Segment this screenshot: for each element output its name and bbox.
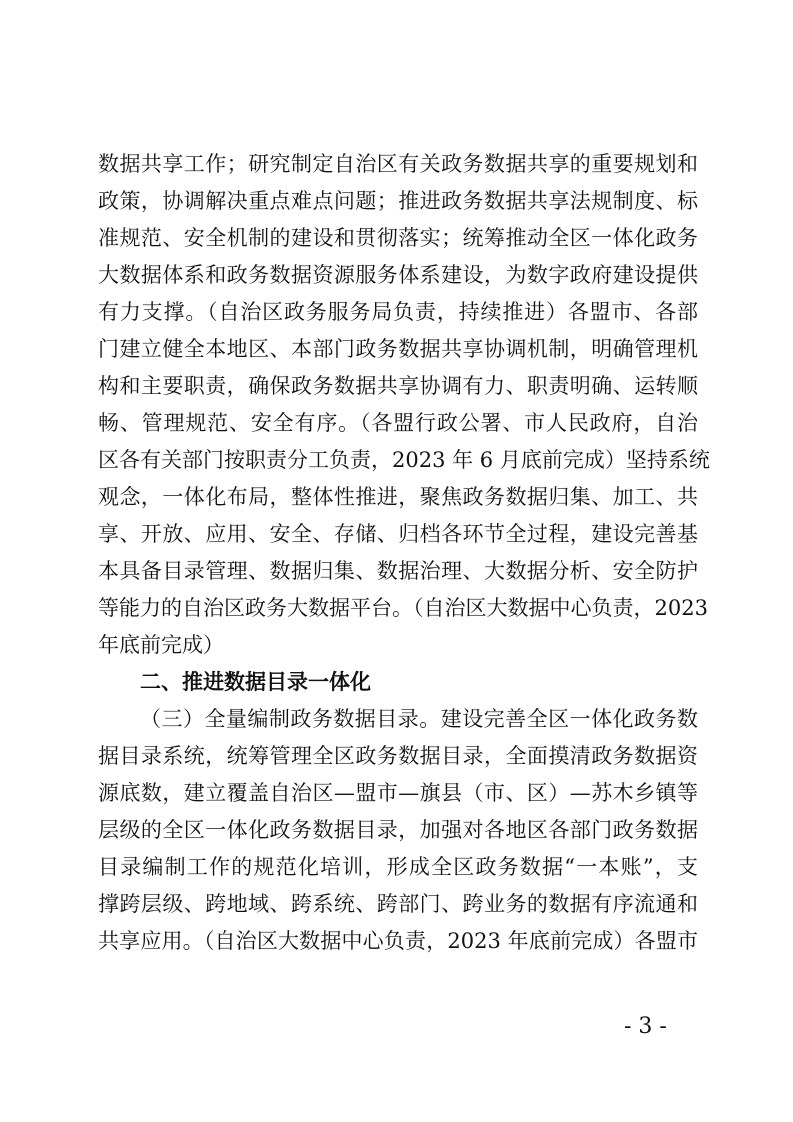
text-line: （三）全量编制政务数据目录。建设完善全区一体化政务数 bbox=[140, 707, 698, 731]
text-line: 享、开放、应用、安全、存储、归档各环节全过程，建设完善基 bbox=[98, 522, 698, 546]
text-line: 区各有关部门按职责分工负责，2023 年 6 月底前完成）坚持系统 bbox=[98, 448, 710, 472]
text-line: 畅、管理规范、安全有序。（各盟行政公署、市人民政府，自治 bbox=[98, 411, 698, 435]
text-line: 共享应用。（自治区大数据中心负责，2023 年底前完成）各盟市 bbox=[98, 929, 698, 953]
text-line: 等能力的自治区政务大数据平台。（自治区大数据中心负责，2023 bbox=[98, 596, 708, 620]
text-line: 有力支撑。（自治区政务服务局负责，持续推进）各盟市、各部 bbox=[98, 300, 698, 324]
text-line: 构和主要职责，确保政务数据共享协调有力、职责明确、运转顺 bbox=[98, 374, 698, 398]
text-line: 目录编制工作的规范化培训，形成全区政务数据“一本账”，支 bbox=[98, 855, 698, 879]
text-line: 大数据体系和政务数据资源服务体系建设，为数字政府建设提供 bbox=[98, 263, 698, 287]
section-heading: 二、推进数据目录一体化 bbox=[140, 670, 371, 694]
text-line: 准规范、安全机制的建设和贯彻落实；统筹推动全区一体化政务 bbox=[98, 226, 698, 250]
text-line: 本具备目录管理、数据归集、数据治理、大数据分析、安全防护 bbox=[98, 559, 698, 583]
page-number: - 3 - bbox=[624, 1014, 667, 1039]
text-line: 数据共享工作；研究制定自治区有关政务数据共享的重要规划和 bbox=[98, 152, 698, 176]
text-line: 据目录系统，统筹管理全区政务数据目录，全面摸清政务数据资 bbox=[98, 744, 698, 768]
text-line: 层级的全区一体化政务数据目录，加强对各地区各部门政务数据 bbox=[98, 818, 698, 842]
text-line: 撑跨层级、跨地域、跨系统、跨部门、跨业务的数据有序流通和 bbox=[98, 892, 698, 916]
text-line: 年底前完成） bbox=[98, 633, 224, 657]
text-line: 政策，协调解决重点难点问题；推进政务数据共享法规制度、标 bbox=[98, 189, 698, 213]
text-line: 源底数，建立覆盖自治区—盟市—旗县（市、区）—苏木乡镇等 bbox=[98, 781, 698, 805]
text-line: 门建立健全本地区、本部门政务数据共享协调机制，明确管理机 bbox=[98, 337, 698, 361]
text-line: 观念，一体化布局，整体性推进，聚焦政务数据归集、加工、共 bbox=[98, 485, 698, 509]
